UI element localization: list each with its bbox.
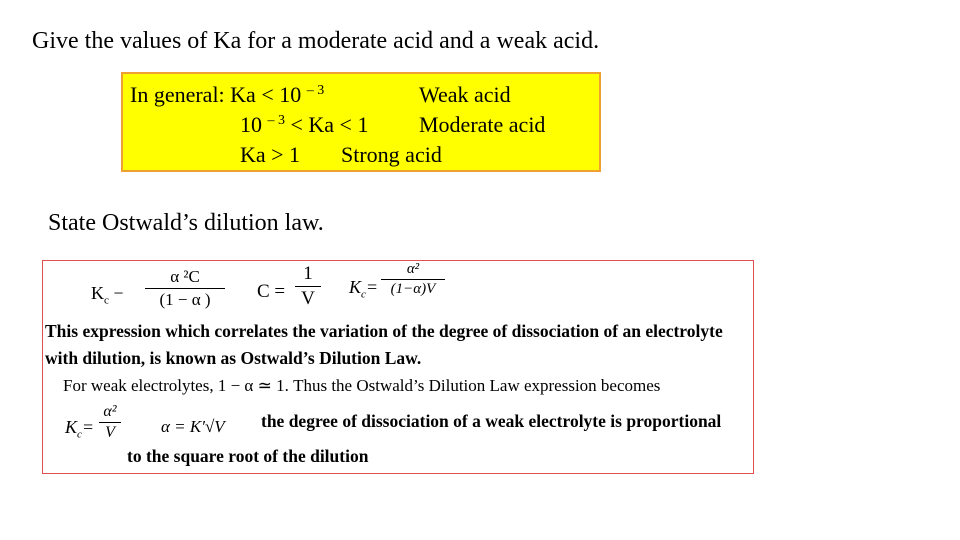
law-text-line-2: with dilution, is known as Ostwald’s Dilution Law. [45, 348, 422, 368]
eq1-numerator: α ²C [170, 267, 200, 286]
law-text-line-1: This expression which correlates the variation of the degree of dissociation of an electrolyte [45, 321, 723, 341]
eq3-fraction-bar [381, 279, 445, 280]
eq1-fraction-bar [145, 288, 225, 289]
eq4-numerator: α² [103, 403, 117, 420]
ka-weak-label: Weak acid [419, 82, 511, 107]
law-text-line-3: For weak electrolytes, 1 − α ≃ 1. Thus the Ostwald’s Dilution Law expression becomes [63, 376, 661, 395]
ka-row-moderate-expression [240, 112, 368, 138]
ostwald-law-box [42, 260, 754, 474]
eq4-lhs-subscript: c [77, 428, 82, 441]
eq2-fraction [295, 263, 321, 310]
ka-moderate-exponent: – 3 [267, 113, 285, 128]
eq4-lhs-symbol: K [65, 417, 78, 437]
law-text-line-5: to the square root of the dilution [127, 446, 369, 466]
ka-moderate-suffix: < Ka < 1 [290, 112, 369, 137]
eq3-numerator: α² [406, 261, 420, 277]
eq1-lhs-subscript: c [104, 294, 109, 307]
eq4-fraction [99, 403, 121, 442]
eq3-lhs-subscript: c [361, 288, 366, 301]
ka-moderate-prefix: 10 [240, 112, 262, 137]
eq1-denominator: (1 − α ) [159, 290, 211, 309]
ka-strong-label: Strong acid [341, 142, 442, 167]
law-text-line-4: the degree of dissociation of a weak electrolyte is proportional [261, 411, 722, 431]
eq4-equals: = [81, 417, 95, 437]
ka-strong-expression: Ka > 1 [240, 142, 301, 167]
eq2-numerator: 1 [303, 263, 313, 284]
eq3-denominator: (1−α)V [390, 281, 436, 297]
eq2-lhs: C = [257, 281, 286, 302]
ka-weak-exponent: – 3 [306, 83, 325, 98]
eq2-fraction-bar [295, 286, 321, 287]
ka-row-weak-expression [130, 82, 324, 108]
eq2-denominator: V [301, 288, 315, 309]
ka-moderate-label: Moderate acid [419, 112, 546, 137]
question-ostwald-law: State Ostwald’s dilution law. [48, 210, 324, 236]
question-ka-values: Give the values of Ka for a moderate acid and a weak acid. [32, 28, 600, 54]
eq4-denominator: V [105, 424, 115, 441]
eq1-fraction [145, 267, 225, 310]
eq3-equals: = [365, 277, 379, 297]
eq3-lhs [349, 277, 378, 301]
eq3-fraction [381, 261, 445, 298]
eq3-lhs-symbol: K [349, 277, 362, 297]
ka-weak-prefix: In general: Ka < 10 [130, 82, 302, 107]
eq1-lhs [91, 283, 124, 307]
eq5-expression: α = K′√V [161, 417, 225, 436]
eq1-equals: − [113, 283, 124, 303]
eq4-fraction-bar [99, 422, 121, 423]
eq4-lhs [65, 417, 94, 441]
ka-summary-box [121, 72, 601, 172]
eq1-lhs-symbol: K [91, 283, 104, 303]
